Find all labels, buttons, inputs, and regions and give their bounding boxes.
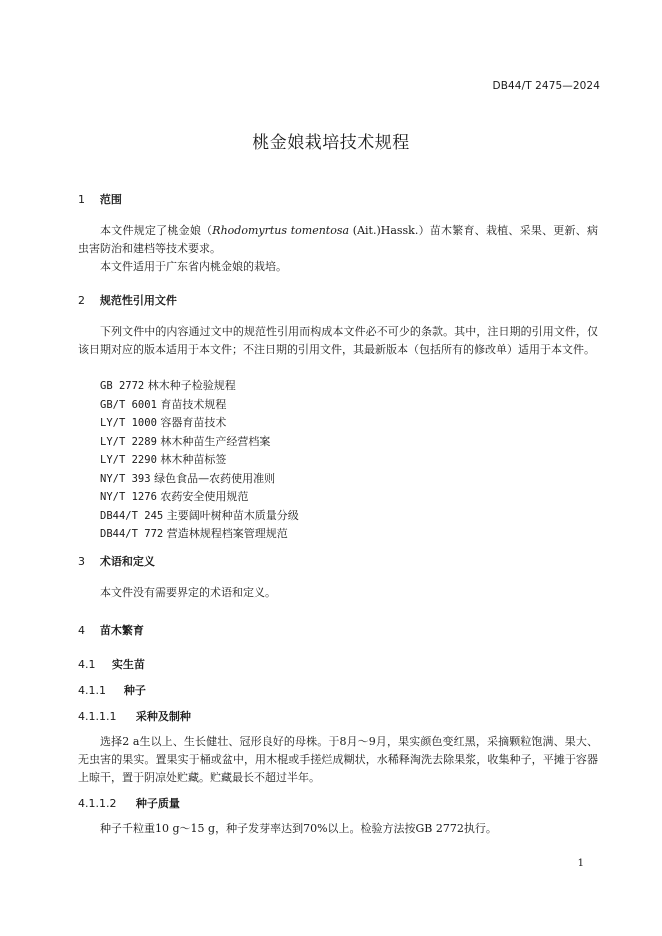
reference-item — [100, 507, 299, 526]
reference-name: 容器育苗技术 — [160, 416, 227, 429]
section-4-1-1-2-number: 4.1.1.2 — [78, 797, 117, 810]
section-1-p1-text-a: 本文件规定了桃金娘（ — [100, 224, 213, 237]
reference-code: LY/T 2290 — [100, 454, 157, 466]
section-4-number: 4 — [78, 624, 85, 637]
section-4-1-heading — [78, 656, 145, 672]
section-2-intro-paragraph: 下列文件中的内容通过文中的规范性引用而构成本文件必不可少的条款。其中，注日期的引用文件，仅该日期对应的版本适用于本文件；不注日期的引用文件，其最新版本（包括所有的修改单）适用于本文件。 — [78, 325, 598, 356]
reference-name: 林木种苗标签 — [160, 453, 227, 466]
reference-item — [100, 525, 299, 544]
section-4-1-1-1-number: 4.1.1.1 — [78, 710, 117, 723]
normative-references-list — [100, 377, 299, 544]
section-1-paragraph-1 — [78, 222, 598, 258]
reference-name: 主要阔叶树种苗木质量分级 — [166, 508, 299, 522]
section-3-title: 术语和定义 — [99, 555, 155, 568]
reference-code: DB44/T 772 — [100, 528, 164, 540]
reference-item — [100, 451, 299, 470]
reference-name: 绿色食品—农药使用准则 — [154, 471, 276, 485]
section-4-heading — [78, 622, 144, 638]
section-4-1-1-1-paragraph: 选择2 a生以上、生长健壮、冠形良好的母株。于8月～9月，果实颜色变红黑，采摘颗粒饱满、果大、无虫害的果实。置果实于桶或盆中，用木棍或手搓烂成糊状，水稀释淘洗去除果浆，收集种子，平摊于容器上晾干，置于阴凉处贮藏。贮藏最长不超过半年。 — [78, 735, 598, 784]
section-3-number: 3 — [78, 555, 85, 568]
reference-item — [100, 470, 299, 489]
section-4-title: 苗木繁育 — [99, 624, 144, 637]
reference-name: 林木种子检验规程 — [147, 379, 236, 392]
reference-code: LY/T 1000 — [100, 417, 157, 429]
reference-name: 育苗技术规程 — [160, 397, 227, 411]
section-1-paragraph-2: 本文件适用于广东省内桃金娘的栽培。 — [100, 260, 287, 273]
section-4-1-1-title: 种子 — [123, 684, 146, 697]
section-1-title: 范围 — [99, 193, 122, 206]
reference-code: GB 2772 — [100, 380, 145, 392]
section-4-1-title: 实生苗 — [111, 658, 145, 671]
section-4-1-1-2-heading — [78, 795, 180, 811]
reference-code: GB/T 6001 — [100, 398, 157, 411]
section-1-number: 1 — [78, 193, 85, 206]
section-3-paragraph-1: 本文件没有需要界定的术语和定义。 — [100, 586, 276, 599]
reference-code: NY/T 393 — [100, 472, 151, 485]
section-4-1-1-2-title: 种子质量 — [135, 797, 180, 810]
reference-code: NY/T 1276 — [100, 491, 157, 503]
reference-code: LY/T 2289 — [100, 435, 157, 448]
section-4-1-1-2-paragraph: 种子千粒重10 g～15 g，种子发芽率达到70%以上。检验方法按GB 2772执行。 — [100, 822, 497, 835]
page-number: 1 — [577, 858, 584, 869]
section-4-1-1-number: 4.1.1 — [78, 684, 106, 697]
section-4-1-number: 4.1 — [78, 658, 96, 671]
section-4-1-1-heading — [78, 682, 146, 698]
section-1-p1-text-b: (Ait.)Hassk.）苗木繁育、栽植、采果、更新、病虫害防治和建档等技术要求。 — [78, 224, 598, 255]
reference-item — [100, 396, 299, 415]
section-3-heading — [78, 553, 155, 569]
reference-item — [100, 488, 299, 507]
reference-name: 林木种苗生产经营档案 — [160, 434, 271, 448]
section-2-title: 规范性引用文件 — [99, 294, 177, 307]
reference-name: 农药安全使用规范 — [160, 490, 249, 503]
section-2-heading — [78, 292, 177, 308]
section-4-1-1-1-heading — [78, 708, 191, 724]
section-1-heading — [78, 191, 122, 207]
section-2-number: 2 — [78, 294, 85, 307]
document-title: 桃金娘栽培技术规程 — [252, 133, 410, 153]
section-4-1-1-1-title: 采种及制种 — [135, 710, 191, 723]
reference-name: 营造林规程档案管理规范 — [166, 527, 288, 540]
reference-item — [100, 414, 299, 433]
reference-item — [100, 433, 299, 452]
reference-item — [100, 377, 299, 396]
latin-species-name: Rhodomyrtus tomentosa — [212, 224, 350, 237]
reference-code: DB44/T 245 — [100, 509, 164, 522]
document-code: DB44/T 2475—2024 — [492, 80, 600, 92]
